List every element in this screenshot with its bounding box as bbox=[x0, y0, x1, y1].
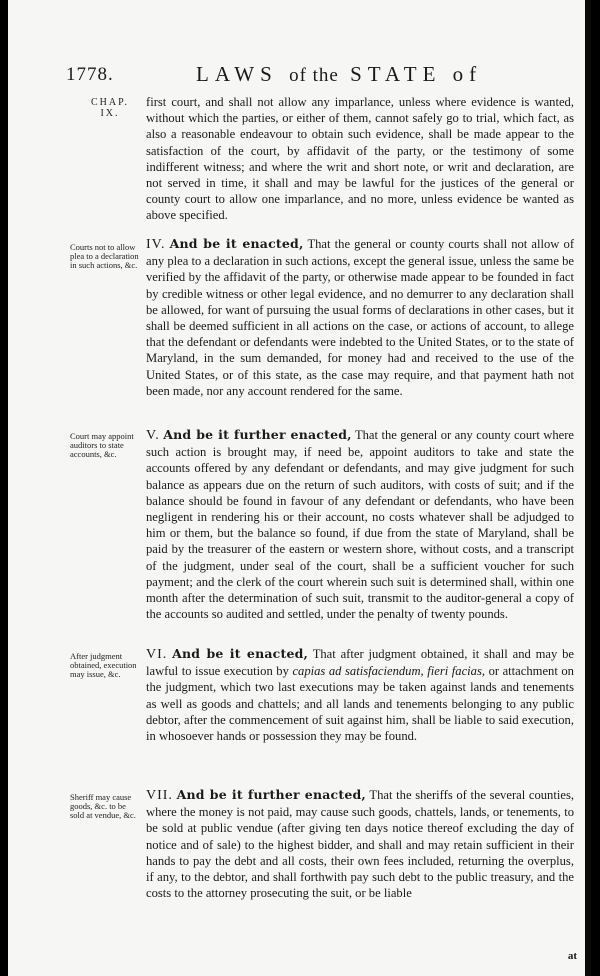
section-6-text-a: That after judgment obtained, it shall and may be lawful to issue execution by bbox=[146, 647, 575, 679]
title-of-the: of the bbox=[289, 65, 339, 86]
title-laws: LAWS bbox=[196, 62, 278, 86]
section-6-number: VI. bbox=[146, 647, 168, 662]
section-7-number: VII. bbox=[146, 788, 173, 803]
chapter-number: IX. bbox=[100, 108, 120, 119]
chapter-label: CHAP. bbox=[90, 97, 130, 108]
section-7 bbox=[146, 787, 574, 901]
section-5-heading: And be it further enacted, bbox=[163, 427, 352, 442]
section-6 bbox=[146, 646, 574, 744]
catchword: at bbox=[567, 950, 577, 962]
margin-note-section-4: Courts not to allow plea to a declaration in such actions, &c. bbox=[70, 242, 139, 270]
section-7-text: That the sheriffs of the several counties, where the money is not paid, may cause such goods, chattels, lands, or tenements, to be sold at public vendue (after giving ten days notice thereof excluding the day of notice and of sale) to the highest bidder, and shall and may retain sufficient in their hands to pay the debt and all costs, their own fees included, returning the overplus, if any, to the debtor, and shall forthwith pay such debt to the public treasury, and the costs to the attorney prosecuting the suit, or be liable bbox=[146, 788, 574, 901]
page-edge-shadow bbox=[585, 0, 591, 976]
section-6-heading: And be it enacted, bbox=[172, 646, 309, 661]
page-year: 1778. bbox=[66, 64, 114, 85]
margin-note-section-5: Court may appoint auditors to state accounts, &c. bbox=[70, 431, 134, 459]
margin-note-section-6: After judgment obtained, execution may issue, &c. bbox=[70, 651, 137, 679]
section-4-heading: And be it enacted, bbox=[169, 236, 304, 251]
section-6-writ-names: capias ad satisfaciendum, fieri facias, bbox=[292, 664, 486, 679]
section-7-heading: And be it further enacted, bbox=[176, 787, 366, 802]
document-page bbox=[8, 0, 591, 976]
paragraph-continued: first court, and shall not allow any imparlance, unless where evidence is wanted, without which the parties, or either of them, cannot safely go to trial, which fact, as also a reasonable endeavour to obtain such evidence, shall be made appear to the satisfaction of the court, by affidavit of the party, or the testimony of some indifferent witness; and where the writ and short note, or writ and declaration, are not served in time, it shall and may be lawful for the justices of the general or county court to allow one imparlance, and no more, unless evidence be wanted as above specified. bbox=[146, 95, 574, 223]
running-title bbox=[196, 62, 482, 87]
section-4-number: IV. bbox=[146, 237, 166, 252]
section-6-text-b: or attachment on the judgment, which two last executions may be taken against lands and tenements as well as goods and chattels; and all lands and tenements belonging to any public debtor, after the commencement of suit against him, shall be liable to said execution, in whosoever hands or possession they may be found. bbox=[146, 664, 574, 744]
section-4-text: That the general or county courts shall not allow of any plea to a declaration in such actions, except the general issue, unless the same be verified by the affidavit of the party, or otherwise made appear to be founded in fact by credible witness or other legal evidence, and no demurrer to any declaration shall be allowed, for want of pursuing the usual forms of declarations in other cases, but it shall be deemed sufficient in all actions on the case, or actions of account, to allege that the defendant or defendants were indebted to the United States, or to the state of Maryland, in the sum demanded, for money had and received to the use of the United States, or of this state, as the case may require, and that payment hath not been made, nor any account rendered for the same. bbox=[146, 237, 575, 398]
page-header bbox=[66, 62, 576, 86]
section-4 bbox=[146, 236, 574, 399]
chapter-marker bbox=[80, 97, 140, 119]
section-5 bbox=[146, 427, 574, 622]
section-5-number: V. bbox=[146, 428, 160, 443]
section-5-text: That the general or any county court where such action is brought may, if need be, appoint auditors to take and state the accounts offered by any defendant or defendants, and may give judgment for such balance as appears due on the return of such auditors, with costs of suit; and if the balance should be found in favour of any defendant or defendants, who have been negligent in rendering his or their account, no costs whatever shall be adjudged to him or them, but the balance so found, if due from the state of Maryland, shall be paid by the treasurer of the eastern or western shore, without costs, and a transcript of the judgment, under seal of the court, shall be a sufficient voucher for such payment; and the clerk of the court wherein such suit is determined shall, within one month after the determination of such suit, transmit to the auditor-general a copy of the accounts so audited and settled, under the penalty of twenty pounds. bbox=[146, 428, 575, 622]
title-state-of: STATE of bbox=[350, 62, 483, 86]
margin-note-section-7: Sheriff may cause goods, &c. to be sold at vendue, &c. bbox=[70, 792, 136, 820]
